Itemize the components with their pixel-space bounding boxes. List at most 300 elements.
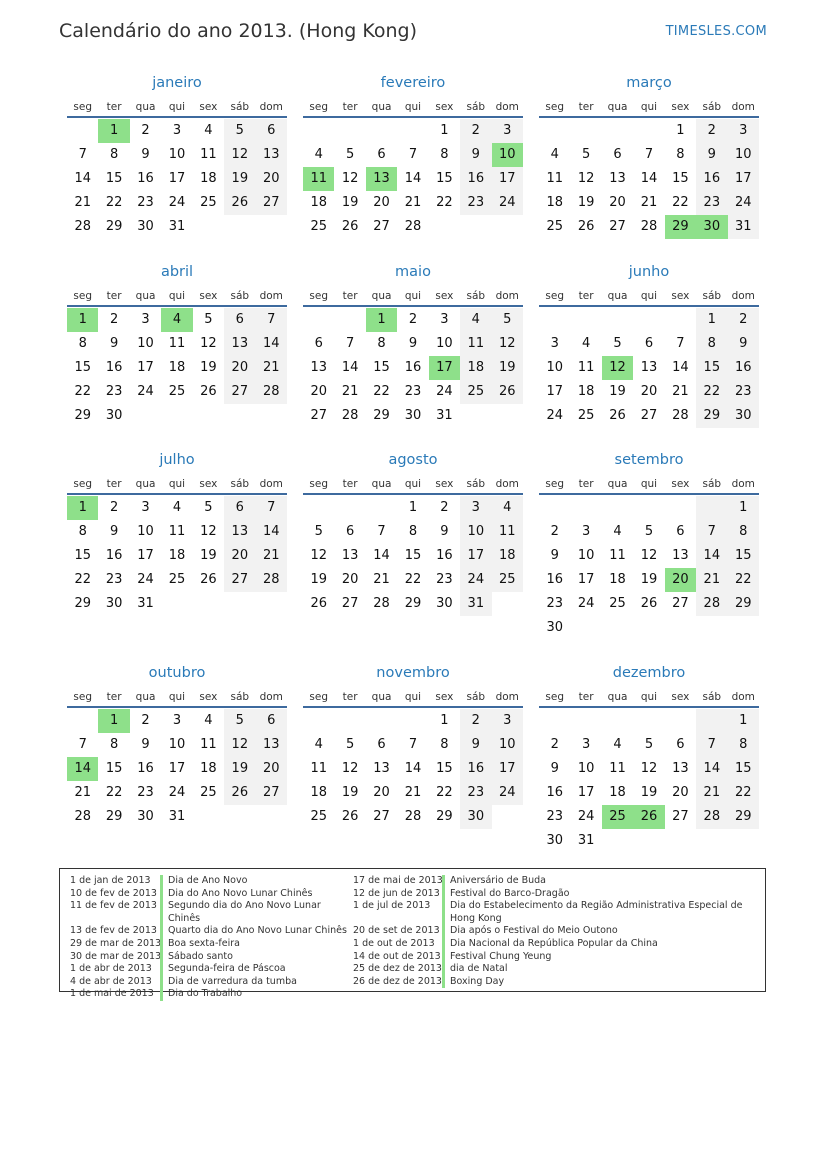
week-row — [67, 143, 287, 167]
day-cell: 24 — [436, 384, 453, 399]
empty-cell — [334, 308, 365, 332]
day-cell: 27 — [224, 568, 255, 592]
week-row — [539, 544, 759, 568]
legend-holiday-name: Segundo dia do Ano Novo Lunar Chinês — [160, 900, 348, 925]
legend-date: 11 de fev de 2013 — [70, 900, 157, 912]
day-cell: 13 — [341, 548, 359, 563]
holiday-day: 20 — [665, 568, 696, 592]
day-cell: 17 — [137, 548, 154, 563]
day-cell: 22 — [373, 384, 390, 399]
day-cell: 30 — [137, 809, 154, 824]
day-cell: 14 — [404, 171, 422, 186]
legend-date: 20 de set de 2013 — [353, 925, 440, 937]
day-cell: 14 — [341, 360, 359, 375]
day-cell: 9 — [728, 332, 759, 356]
empty-cell — [492, 805, 523, 829]
legend-row — [353, 925, 750, 938]
day-cell: 12 — [200, 524, 217, 539]
weekday-label: dom — [731, 691, 755, 703]
day-cell: 26 — [200, 572, 217, 587]
day-cell: 4 — [204, 123, 213, 138]
day-cell: 18 — [492, 544, 523, 568]
holiday-day: 12 — [602, 356, 633, 380]
weekday-label: qua — [371, 290, 392, 302]
legend-date: 30 de mar de 2013 — [70, 950, 162, 962]
week-row — [303, 191, 523, 215]
empty-cell — [665, 829, 696, 853]
day-cell: 12 — [640, 761, 658, 776]
week-row — [539, 616, 759, 640]
day-cell: 3 — [550, 336, 559, 351]
day-cell: 16 — [105, 360, 123, 375]
day-cell: 2 — [460, 709, 491, 733]
day-cell: 5 — [224, 709, 255, 733]
day-cell: 24 — [577, 809, 595, 824]
day-cell: 9 — [440, 524, 449, 539]
day-cell: 25 — [168, 572, 186, 587]
holiday-day: 1 — [98, 119, 129, 143]
day-cell: 23 — [105, 384, 123, 399]
weekday-label: qui — [168, 101, 186, 113]
day-cell: 9 — [460, 733, 491, 757]
day-cell: 10 — [137, 336, 154, 351]
day-cell: 7 — [345, 336, 355, 351]
day-cell: 6 — [256, 119, 287, 143]
weekday-label: qui — [404, 691, 422, 703]
day-cell: 17 — [728, 167, 759, 191]
month-name: outubro — [148, 665, 206, 681]
week-row — [303, 568, 523, 592]
empty-cell — [193, 805, 224, 829]
day-cell: 28 — [74, 809, 91, 824]
day-cell: 28 — [373, 596, 390, 611]
day-cell: 27 — [609, 219, 626, 234]
legend-holiday-name: Festival Chung Yeung — [442, 951, 750, 964]
weekday-label: sex — [435, 691, 454, 703]
weekday-label: sex — [671, 691, 690, 703]
day-cell: 20 — [224, 356, 255, 380]
empty-cell — [67, 119, 98, 143]
week-row — [303, 215, 523, 239]
day-cell: 20 — [310, 384, 327, 399]
month-name: maio — [395, 264, 431, 280]
day-cell: 16 — [404, 360, 422, 375]
empty-cell — [130, 404, 161, 428]
weekday-label: qua — [135, 691, 156, 703]
day-cell: 13 — [640, 360, 658, 375]
day-cell: 15 — [105, 171, 123, 186]
week-row — [303, 119, 523, 143]
day-cell: 22 — [436, 195, 453, 210]
empty-cell — [67, 709, 98, 733]
week-row — [67, 332, 287, 356]
day-cell: 12 — [200, 336, 217, 351]
empty-cell — [539, 709, 570, 733]
empty-cell — [429, 215, 460, 239]
day-cell: 26 — [341, 219, 359, 234]
day-cell: 30 — [460, 805, 491, 829]
day-cell: 6 — [676, 524, 685, 539]
day-cell: 5 — [492, 308, 523, 332]
day-cell: 7 — [256, 496, 287, 520]
day-cell: 26 — [492, 380, 523, 404]
week-row — [67, 496, 287, 520]
day-cell: 16 — [137, 171, 154, 186]
day-cell: 10 — [728, 143, 759, 167]
empty-cell — [303, 119, 334, 143]
day-cell: 22 — [74, 384, 91, 399]
weekday-label: ter — [106, 478, 122, 490]
legend-row — [70, 988, 348, 1001]
day-cell: 18 — [546, 195, 563, 210]
legend-row — [70, 963, 348, 976]
month-novembro — [303, 662, 523, 829]
empty-cell — [161, 592, 192, 616]
weekday-label: sáb — [702, 691, 722, 703]
day-cell: 23 — [137, 195, 154, 210]
day-cell: 8 — [440, 737, 449, 752]
week-row — [303, 709, 523, 733]
header-rule — [539, 493, 759, 495]
day-cell: 19 — [341, 195, 359, 210]
weekday-label: sex — [199, 290, 218, 302]
day-cell: 3 — [581, 524, 591, 539]
weekday-label: sex — [199, 101, 218, 113]
week-row — [539, 332, 759, 356]
weekday-header — [67, 283, 287, 305]
day-cell: 21 — [256, 544, 287, 568]
weekday-header — [67, 471, 287, 493]
weekday-header — [67, 684, 287, 706]
day-cell: 14 — [696, 757, 727, 781]
day-cell: 26 — [609, 408, 626, 423]
empty-cell — [460, 215, 491, 239]
day-cell: 27 — [256, 191, 287, 215]
weekday-label: sex — [199, 478, 218, 490]
day-cell: 29 — [105, 809, 123, 824]
weekday-label: qua — [371, 101, 392, 113]
day-cell: 27 — [672, 809, 689, 824]
week-row — [539, 380, 759, 404]
day-cell: 17 — [168, 761, 186, 776]
weekday-label: sáb — [230, 691, 250, 703]
day-cell: 12 — [640, 548, 658, 563]
week-row — [539, 191, 759, 215]
day-cell: 3 — [172, 713, 182, 728]
week-row — [539, 356, 759, 380]
weekday-label: sex — [671, 478, 690, 490]
week-row — [67, 119, 287, 143]
day-cell: 27 — [341, 596, 359, 611]
empty-cell — [224, 404, 255, 428]
weekday-label: qui — [640, 478, 658, 490]
day-cell: 6 — [613, 147, 622, 162]
day-cell: 21 — [373, 572, 390, 587]
legend-date: 1 de jan de 2013 — [70, 875, 151, 886]
day-cell: 3 — [141, 500, 150, 515]
day-cell: 9 — [109, 524, 119, 539]
month-março — [539, 72, 759, 239]
weekday-label: qua — [135, 290, 156, 302]
day-cell: 9 — [696, 143, 727, 167]
day-cell: 11 — [577, 360, 595, 375]
day-cell: 20 — [640, 384, 658, 399]
weekday-label: ter — [578, 101, 594, 113]
day-cell: 18 — [168, 360, 186, 375]
day-cell: 16 — [137, 761, 154, 776]
legend-holiday-name: Festival do Barco-Dragão — [442, 888, 750, 901]
day-cell: 23 — [546, 809, 563, 824]
holiday-day: 1 — [67, 496, 98, 520]
day-cell: 29 — [373, 408, 390, 423]
day-cell: 13 — [373, 761, 390, 776]
weekday-label: sáb — [230, 101, 250, 113]
month-julho — [67, 449, 287, 616]
day-cell: 10 — [436, 336, 453, 351]
week-row — [67, 733, 287, 757]
weekday-label: dom — [259, 691, 283, 703]
day-cell: 18 — [577, 384, 595, 399]
day-cell: 19 — [200, 360, 217, 375]
day-cell: 16 — [460, 167, 491, 191]
empty-cell — [602, 829, 633, 853]
day-cell: 9 — [141, 147, 150, 162]
empty-cell — [303, 709, 334, 733]
day-cell: 8 — [408, 524, 418, 539]
day-cell: 28 — [341, 408, 359, 423]
day-cell: 31 — [728, 215, 759, 239]
weekday-header — [303, 684, 523, 706]
weekday-label: qua — [607, 691, 628, 703]
day-cell: 4 — [581, 336, 591, 351]
holiday-day: 14 — [67, 757, 98, 781]
day-cell: 5 — [613, 336, 622, 351]
day-cell: 14 — [672, 360, 689, 375]
holiday-day: 1 — [98, 709, 129, 733]
week-row — [539, 167, 759, 191]
day-cell: 25 — [200, 195, 217, 210]
legend-holiday-name: Quarto dia do Ano Novo Lunar Chinês — [160, 925, 348, 938]
week-row — [67, 757, 287, 781]
week-row — [539, 496, 759, 520]
empty-cell — [633, 308, 664, 332]
legend-holiday-name: Aniversário de Buda — [442, 875, 750, 888]
day-cell: 17 — [492, 167, 523, 191]
empty-cell — [397, 709, 428, 733]
day-cell: 13 — [256, 733, 287, 757]
weekday-header — [539, 471, 759, 493]
day-cell: 19 — [341, 785, 359, 800]
week-row — [67, 356, 287, 380]
day-cell: 30 — [728, 404, 759, 428]
header-rule — [539, 116, 759, 118]
day-cell: 20 — [672, 785, 689, 800]
day-cell: 31 — [137, 596, 154, 611]
header-rule — [303, 305, 523, 307]
day-cell: 4 — [460, 308, 491, 332]
weekday-label: dom — [259, 101, 283, 113]
week-row — [539, 733, 759, 757]
week-row — [303, 496, 523, 520]
day-cell: 28 — [672, 408, 689, 423]
legend-date: 1 de jul de 2013 — [353, 900, 431, 912]
empty-cell — [492, 404, 523, 428]
empty-cell — [696, 496, 727, 520]
day-cell: 11 — [168, 524, 186, 539]
week-row — [303, 356, 523, 380]
week-row — [539, 781, 759, 805]
week-row — [67, 544, 287, 568]
day-cell: 29 — [404, 596, 422, 611]
day-cell: 17 — [492, 757, 523, 781]
day-cell: 27 — [373, 809, 390, 824]
day-cell: 2 — [550, 737, 559, 752]
day-cell: 8 — [440, 147, 449, 162]
weekday-label: seg — [545, 290, 565, 302]
holiday-day: 4 — [161, 308, 192, 332]
day-cell: 21 — [74, 785, 91, 800]
legend-date: 1 de abr de 2013 — [70, 963, 152, 975]
day-cell: 6 — [345, 524, 355, 539]
month-name: março — [626, 75, 672, 91]
empty-cell — [728, 616, 759, 640]
day-cell: 12 — [310, 548, 327, 563]
day-cell: 24 — [728, 191, 759, 215]
weekday-label: ter — [342, 691, 358, 703]
legend-date: 1 de mai de 2013 — [70, 988, 154, 1000]
day-cell: 22 — [105, 195, 123, 210]
day-cell: 16 — [436, 548, 453, 563]
day-cell: 6 — [676, 737, 685, 752]
day-cell: 18 — [609, 572, 626, 587]
day-cell: 1 — [440, 123, 449, 138]
day-cell: 24 — [168, 195, 186, 210]
empty-cell — [224, 805, 255, 829]
weekday-label: sáb — [702, 478, 722, 490]
day-cell: 2 — [109, 500, 119, 515]
day-cell: 2 — [141, 123, 150, 138]
legend-column-right — [353, 875, 750, 988]
empty-cell — [161, 404, 192, 428]
weekday-label: seg — [309, 290, 329, 302]
day-cell: 1 — [408, 500, 418, 515]
empty-cell — [665, 308, 696, 332]
week-row — [67, 781, 287, 805]
day-cell: 14 — [373, 548, 390, 563]
legend-date: 1 de out de 2013 — [353, 937, 435, 949]
day-cell: 2 — [728, 308, 759, 332]
holiday-day: 1 — [366, 308, 397, 332]
day-cell: 5 — [345, 147, 355, 162]
week-row — [67, 308, 287, 332]
weekday-label: qui — [404, 290, 422, 302]
day-cell: 30 — [404, 408, 422, 423]
legend-date: 25 de dez de 2013 — [353, 963, 442, 975]
legend-date: 12 de jun de 2013 — [353, 887, 440, 899]
weekday-header — [539, 94, 759, 116]
day-cell: 16 — [460, 757, 491, 781]
day-cell: 14 — [74, 171, 91, 186]
day-cell: 28 — [404, 219, 422, 234]
day-cell: 9 — [460, 143, 491, 167]
weekday-label: dom — [495, 101, 519, 113]
legend-holiday-name: Dia após o Festival do Meio Outono — [442, 925, 750, 938]
empty-cell — [570, 308, 601, 332]
empty-cell — [665, 496, 696, 520]
day-cell: 20 — [341, 572, 359, 587]
week-row — [303, 167, 523, 191]
weekday-label: sex — [671, 290, 690, 302]
weekday-label: ter — [342, 290, 358, 302]
day-cell: 26 — [577, 219, 595, 234]
brand-link[interactable]: TIMESLES.COM — [665, 24, 767, 39]
day-cell: 30 — [546, 620, 563, 635]
day-cell: 16 — [105, 548, 123, 563]
day-cell: 1 — [728, 709, 759, 733]
empty-cell — [193, 215, 224, 239]
day-cell: 12 — [341, 761, 359, 776]
day-cell: 26 — [310, 596, 327, 611]
week-row — [303, 805, 523, 829]
day-cell: 31 — [460, 592, 491, 616]
month-name: junho — [628, 264, 670, 280]
empty-cell — [633, 119, 664, 143]
weekday-label: seg — [73, 478, 93, 490]
empty-cell — [256, 215, 287, 239]
day-cell: 18 — [200, 171, 217, 186]
day-cell: 26 — [224, 191, 255, 215]
legend-row — [70, 925, 348, 938]
day-cell: 10 — [168, 737, 186, 752]
weekday-label: qui — [640, 691, 658, 703]
holiday-day: 25 — [602, 805, 633, 829]
empty-cell — [366, 496, 397, 520]
month-dezembro — [539, 662, 759, 853]
weekday-label: dom — [259, 290, 283, 302]
weekday-label: sex — [671, 101, 690, 113]
day-cell: 30 — [137, 219, 154, 234]
header-rule — [67, 493, 287, 495]
empty-cell — [696, 829, 727, 853]
empty-cell — [570, 119, 601, 143]
day-cell: 17 — [546, 384, 563, 399]
day-cell: 6 — [224, 496, 255, 520]
empty-cell — [570, 496, 601, 520]
empty-cell — [303, 308, 334, 332]
day-cell: 25 — [310, 219, 327, 234]
day-cell: 25 — [609, 596, 626, 611]
day-cell: 15 — [105, 761, 123, 776]
day-cell: 10 — [460, 520, 491, 544]
day-cell: 13 — [256, 143, 287, 167]
week-row — [67, 191, 287, 215]
header-rule — [67, 116, 287, 118]
weekday-label: seg — [73, 691, 93, 703]
day-cell: 18 — [460, 356, 491, 380]
day-cell: 3 — [492, 119, 523, 143]
legend-date: 26 de dez de 2013 — [353, 975, 442, 987]
weekday-label: seg — [73, 101, 93, 113]
day-cell: 18 — [609, 785, 626, 800]
legend-date: 17 de mai de 2013 — [353, 875, 443, 886]
day-cell: 18 — [168, 548, 186, 563]
weekday-label: qua — [135, 101, 156, 113]
month-name: julho — [159, 452, 195, 468]
day-cell: 23 — [546, 596, 563, 611]
day-cell: 22 — [728, 781, 759, 805]
holiday-day: 10 — [492, 143, 523, 167]
empty-cell — [665, 709, 696, 733]
